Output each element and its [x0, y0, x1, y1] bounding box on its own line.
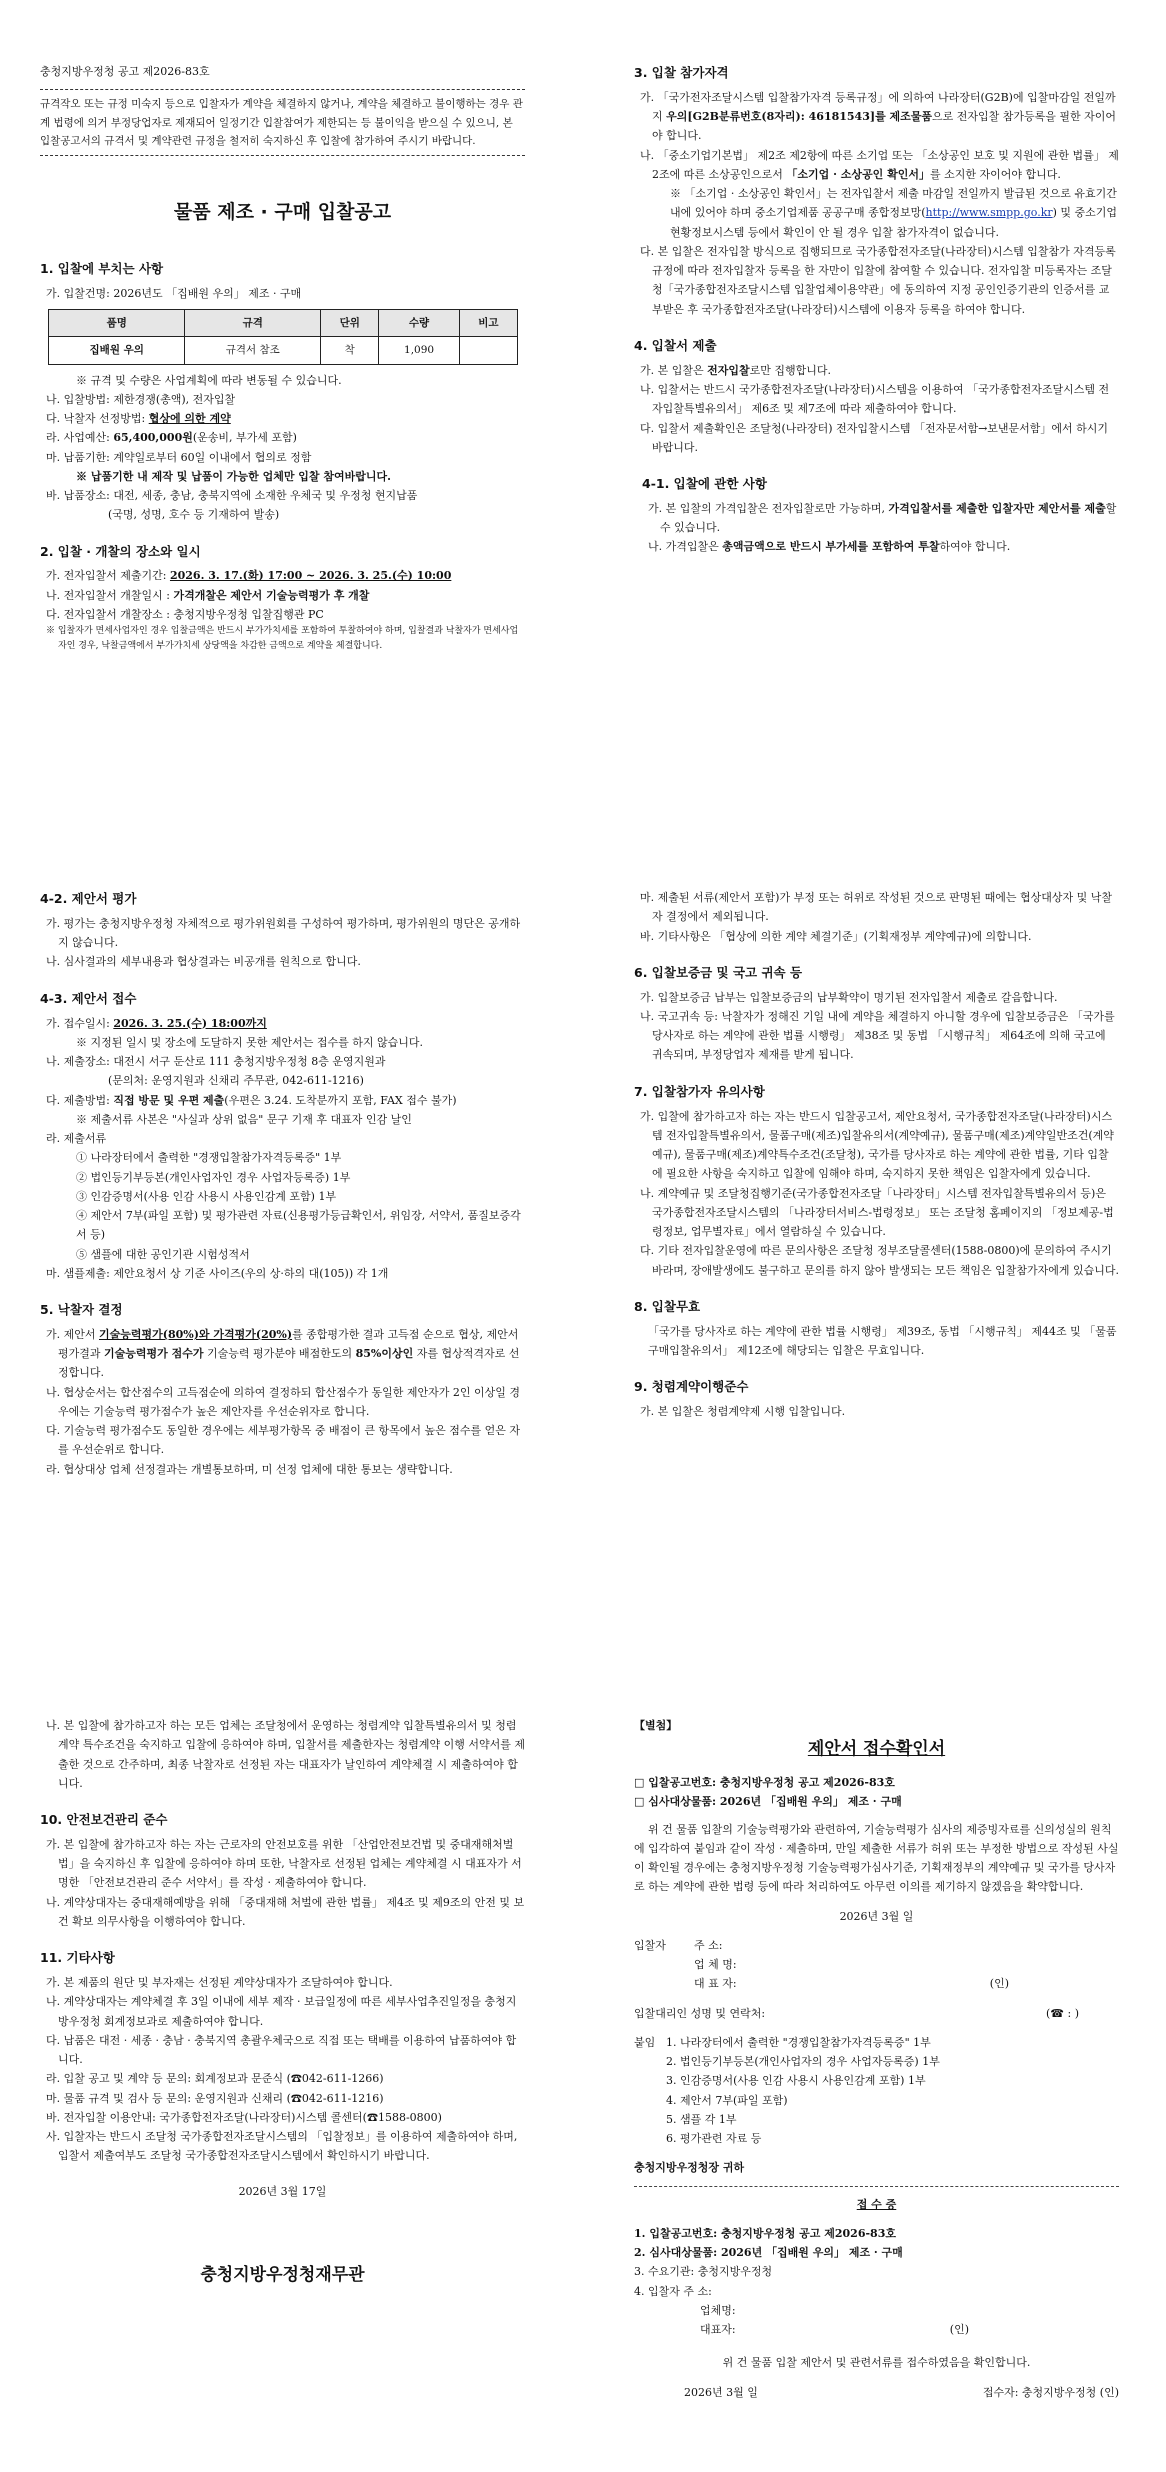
- emphasis: 기술능력평가 점수가: [104, 1347, 204, 1361]
- s7-item-na: 나. 계약예규 및 조달청집행기준(국가종합전자조달「나라장터」시스템 전자입찰특별유의서 등)은 국가종합전자조달시스템의 「나라장터서비스-법령정보」 또는 조달청 홈페이지의 「정보제공-법령정보, 업무별자료」에서 열람하실 수 있습니다.: [640, 1186, 1114, 1238]
- agent-row: [634, 2004, 1119, 2023]
- receipt-form: [634, 1716, 1119, 2402]
- list-item: ② 법인등기부등본(개인사업자인 경우 사업자등록증) 1부: [76, 1170, 351, 1184]
- list-item: 라. 입찰 공고 및 계약 등 문의: 회계정보과 문준식 (☎042-611-1266): [46, 2072, 384, 2086]
- emphasis: 우의[G2B분류번호(8자리): 46181543]를 제조물품: [666, 110, 933, 124]
- text: 로만 집행합니다.: [749, 363, 832, 377]
- emphasis: 「소기업 · 소상공인 확인서」: [786, 167, 930, 181]
- table-cell: 1,090: [379, 337, 460, 364]
- table-header: 규격: [185, 309, 321, 336]
- s5-item-ba: 바. 기타사항은 「협상에 의한 계약 체결기준」(기획재정부 계약예규)에 의합니다.: [640, 929, 1032, 943]
- emphasis: 2026. 3. 25.(수) 18:00까지: [113, 1016, 267, 1030]
- s43-note1: ※ 지정된 일시 및 장소에 도달하지 못한 제안서는 접수를 하지 않습니다.: [76, 1035, 423, 1049]
- s41-item-na: [642, 537, 1119, 556]
- section-2-title: 2. 입찰 · 개찰의 장소와 일시: [40, 543, 201, 559]
- text: ※ 「소기업 · 소상공인 확인서」는 전자입찰서 제출 마감일 전일까지 발급된 것으로 유효기간 내에 있어야 하며 중소기업제품 공공구매 종합정보망(: [670, 187, 1117, 220]
- section-5: [40, 1299, 525, 1479]
- notice-warning: 규격작오 또는 규정 미숙지 등으로 입찰자가 계약을 체결하지 않거나, 계약을 체결하고 불이행하는 경우 관계 법령에 의거 부정당업자로 제재되어 일정기간 입찰참여가 제한되는 등 불이익을 받으실 수 있으니, 본 입찰공고서의 규격서 및 계약관련 규정을 철저히 숙지하신 후 입찰에 참가하여 주시기 바랍니다.: [40, 89, 525, 156]
- s43-item-na: 나. 제출장소: 대전시 서구 둔산로 111 충청지방우정청 8층 운영지원과: [46, 1055, 386, 1068]
- s9-item-na: 나. 본 입찰에 참가하고자 하는 모든 업체는 조달청에서 운영하는 청렴계약 입찰특별유의서 및 청렴계약 특수조건을 숙지하고 입찰에 응하여야 하며, 입찰서를 제출한자는 청렴계약 이행 서약서를 제출한 것으로 간주하며, 최종 낙찰자로 선정된 자는 대표자가 날인하여 계약체결 시 제출하여야 합니다.: [46, 1719, 525, 1790]
- table-cell: [459, 337, 517, 364]
- form-date: 2026년 3월 일: [839, 1909, 914, 1923]
- table-row: [49, 337, 518, 364]
- section-4-1-title: 4-1. 입찰에 관한 사항: [642, 476, 767, 491]
- section-10: [40, 1809, 525, 1931]
- list-item: ① 나라장터에서 출력한 "경쟁입찰참가자격등록증" 1부: [76, 1151, 342, 1165]
- section-3: [634, 62, 1119, 319]
- text: 다. 낙찰자 선정방법:: [46, 412, 149, 425]
- receipt-confirm: 위 건 물품 입찰 제안서 및 관련서류를 접수하였음을 확인합니다.: [722, 2356, 1031, 2370]
- text: 가. 「국가전자조달시스템 입찰참가자격 등록규정」에 의하여 나라장터(G2B)에 입찰마감일 전일까지: [640, 90, 1116, 124]
- table-cell: 규격서 참조: [185, 337, 321, 364]
- s4-item-ga: [634, 361, 1119, 380]
- section-4: [634, 335, 1119, 457]
- section-4-3-title: 4-3. 제안서 접수: [40, 990, 137, 1006]
- section-11: [40, 1947, 525, 2165]
- receipt-line1: 1. 입찰공고번호: 충청지방우정청 공고 제2026-83호: [634, 2226, 896, 2240]
- bidder-address-field[interactable]: 주 소:: [694, 1938, 723, 1952]
- list-item: 다. 납품은 대전 · 세종 · 충남 · 충북지역 총괄우체국으로 직접 또는 택배를 이용하여 납품하여야 합니다.: [46, 2033, 517, 2066]
- list-item: 2. 법인등기부등본(개인사업자의 경우 사업자등록증) 1부: [666, 2055, 940, 2068]
- section-10-title: 10. 안전보건관리 준수: [40, 1812, 168, 1827]
- text: 를 소지한 자이어야 합니다.: [929, 167, 1061, 181]
- s5-item-na: 나. 협상순서는 합산점수의 고득점순에 의하여 결정하되 합산점수가 동일한 제안자가 2인 이상일 경우에는 기술능력 평가점수가 높은 제안자를 우선순위자로 합니다.: [46, 1385, 520, 1418]
- list-item: ④ 제안서 7부(파일 포함) 및 평가관련 자료(신용평가등급확인서, 위임장, 서약서, 품질보증각서 등): [76, 1209, 521, 1242]
- emphasis: 85%이상인: [355, 1347, 414, 1361]
- s3-item-da: 다. 본 입찰은 전자입찰 방식으로 집행되므로 국가종합전자조달(나라장터)시스템 입찰참가 자격등록규정에 따라 전자입찰자 등록을 한 자만이 입찰에 참여할 수 있습니다. 전자입찰 미등록자는 조달청「국가종합전자조달시스템 입찰업체이용약관」에 동의하여 지정 공인인증기관의 인증서를 교부받은 후 국가종합전자조달(나라장터)시스템에 이용자 등록을 하여야 합니다.: [640, 244, 1116, 316]
- s1-item-da: [40, 409, 525, 428]
- table-cell: 집배원 우의: [49, 337, 185, 364]
- receipt-line3: 3. 수요기관: 충청지방우정청: [634, 2265, 773, 2279]
- attach-list: [666, 2033, 1119, 2149]
- page2-left-column: [40, 888, 525, 1495]
- section-6: [634, 962, 1119, 1065]
- s1-item-ma: 마. 납품기한: 계약일로부터 60일 이내에서 협의로 정함: [46, 450, 312, 464]
- page3-left-column: [40, 1716, 525, 2308]
- notice-date: 2026년 3월 17일: [238, 2184, 327, 2198]
- attach-block: [634, 2033, 1119, 2149]
- s9-item-ga: 가. 본 입찰은 청렴계약제 시행 입찰입니다.: [640, 1405, 846, 1418]
- text: 기술능력 평가분야 배점한도의: [203, 1347, 356, 1361]
- s3-note: [634, 184, 1119, 242]
- section-6-title: 6. 입찰보증금 및 국고 귀속 등: [634, 964, 803, 980]
- list-item: 1. 나라장터에서 출력한 "경쟁입찰참가자격등록증" 1부: [666, 2035, 931, 2049]
- receipt-date: 2026년 3월 일: [684, 2385, 758, 2399]
- agent-phone-field[interactable]: (☎ : ): [1046, 2006, 1079, 2020]
- page2-right-column: [634, 888, 1119, 1437]
- emphasis: 65,400,000원: [113, 431, 193, 445]
- s1-item-ba2: (국명, 성명, 호수 등 기재하여 발송): [108, 508, 280, 522]
- item-table-header: [49, 309, 518, 336]
- section-11-title: 11. 기타사항: [40, 1950, 115, 1966]
- section-3-title: 3. 입찰 참가자격: [634, 65, 729, 80]
- s5-item-ga: [40, 1325, 525, 1383]
- s7-item-da: 다. 기타 전자입찰운영에 따른 문의사항은 조달청 정부조달콜센터(1588-0800)에 문의하여 주시기 바라며, 장애발생에도 불구하고 문의를 하지 않아 발생되는 모든 책임은 입찰참가자에게 있습니다.: [640, 1244, 1119, 1277]
- emphasis: 직접 방문 및 우편 제출: [113, 1093, 225, 1107]
- text: 할 수 있습니다.: [660, 501, 1117, 535]
- receipt-company-field[interactable]: 업체명:: [700, 2303, 736, 2317]
- s43-item-na2: (문의처: 운영지원과 신채리 주무관, 042-611-1216): [108, 1074, 364, 1088]
- form-body: 위 건 물품 입찰의 기술능력평가와 관련하여, 기술능력평가 심사의 제증빙자료를 신의성실의 원칙에 입각하여 붙임과 같이 작성 · 제출하며, 만일 제출한 서류가 허위 또는 부정한 방법으로 작성된 사실이 확인될 경우에는 충청지방우정청 기술능력평가심사기준, 기획재정부의 계약예규 및 국가를 당사자로 하는 계약에 관한 법령 등에 따라 처리하여도 아무런 이의를 제기하지 않겠음을 확약합니다.: [634, 1822, 1119, 1894]
- s1-item-ra: [40, 428, 525, 447]
- list-item: 3. 인감증명서(사용 인감 사용시 사용인감계 포함) 1부: [666, 2074, 926, 2088]
- s6-item-ga: 가. 입찰보증금 납부는 입찰보증금의 납부확약이 명기된 전자입찰서 제출로 갈음합니다.: [640, 990, 1058, 1004]
- cut-line: [634, 2186, 1119, 2187]
- section-1: [40, 258, 525, 525]
- form-tag: 【별첨】: [634, 1719, 678, 1732]
- emphasis: 가격입찰서를 제출한 입찰자만 제안서를 제출: [888, 501, 1106, 515]
- section-9: [634, 1376, 1119, 1421]
- section-8-title: 8. 입찰무효: [634, 1298, 701, 1314]
- emphasis: 가격개찰은 제안서 기술능력평가 후 개찰: [173, 588, 370, 602]
- bidder-label: 입찰자: [634, 1938, 666, 1952]
- bidder-rep-row: [634, 1974, 1119, 1993]
- text: 를 종합평가한 결과 고득점 순으로 협상, 제안서 평가결과: [58, 1327, 519, 1361]
- list-item: ③ 인감증명서(사용 인감 사용시 사용인감계 포함) 1부: [76, 1189, 337, 1203]
- section-7: [634, 1081, 1119, 1280]
- list-item: ⑤ 샘플에 대한 공인기관 시험성적서: [76, 1247, 250, 1261]
- text: 으로 전자입찰 참가등록을 필한 자이어야 합니다.: [652, 110, 1117, 143]
- spacer: [634, 1974, 694, 1993]
- text: 가. 접수일시:: [46, 1016, 114, 1030]
- text: 가. 제안서: [46, 1327, 99, 1341]
- emphasis: 2026. 3. 17.(화) 17:00 ~ 2026. 3. 25.(수) 10:00: [169, 569, 452, 583]
- emphasis: 전자입찰: [707, 363, 750, 377]
- smpp-link[interactable]: http://www.smpp.go.kr: [925, 206, 1053, 220]
- s10-item-ga: 가. 본 입찰에 참가하고자 하는 자는 근로자의 안전보호를 위한 「산업안전보건법 및 중대재해처벌법」을 숙지하신 후 입찰에 응하여야 하며 또한, 낙찰자로 선정된 업체는 계약체결 시 대표자가 서명한 「안전보건관리 준수 서약서」를 작성 · 제출하여야 합니다.: [46, 1837, 522, 1890]
- table-header: 비고: [459, 309, 517, 336]
- s4-item-na: 나. 입찰서는 반드시 국가종합전자조달(나라장터)시스템을 이용하여 「국가종합전자조달시스템 전자입찰특별유의서」 제6조 및 제7조에 따라 제출하여야 합니다.: [640, 383, 1110, 416]
- emphasis: 협상에 의한 계약: [148, 412, 231, 425]
- s5-item-ra: 라. 협상대상 업체 선정결과는 개별통보하며, 미 선정 업체에 대한 통보는 생략합니다.: [46, 1462, 453, 1476]
- spacer: [634, 1955, 694, 1974]
- s3-item-ga: [634, 88, 1119, 146]
- section-4-title: 4. 입찰서 제출: [634, 337, 717, 353]
- seal-mark: (인): [949, 2323, 969, 2336]
- bidder-address-row: [634, 1936, 1119, 1955]
- text: (우편은 3.24. 도착분까지 포함, FAX 접수 불가): [224, 1093, 457, 1107]
- emphasis: 기술능력평가(80%)와 가격평가(20%): [99, 1327, 293, 1341]
- s41-item-ga: [642, 499, 1119, 538]
- list-item: 사. 입찰자는 반드시 조달청 국가종합전자조달시스템의 「입찰정보」를 이용하여 제출하여야 하며, 입찰서 제출여부도 조달청 국가종합전자조달시스템에서 확인하시기 바랍니다.: [46, 2130, 518, 2163]
- section-8: [634, 1296, 1119, 1360]
- s1-item-ga: 가. 입찰건명: 2026년도 「집배원 우의」 제조 · 구매: [46, 286, 302, 300]
- receipt-line4: 4. 입찰자 주 소:: [634, 2284, 712, 2298]
- list-item: 4. 제안서 7부(파일 포함): [666, 2093, 788, 2107]
- s1-note2: ※ 납품기한 내 제작 및 납품이 가능한 업체만 입찰 참여바랍니다.: [76, 469, 391, 483]
- table-header: 단위: [321, 309, 379, 336]
- issuer-signature: 충청지방우정청재무관: [200, 2264, 365, 2285]
- form-title: 제안서 접수확인서: [807, 1739, 946, 1760]
- s2-item-na: [40, 586, 525, 605]
- s43-note2: ※ 제출서류 사본은 "사실과 상위 없음" 문구 기재 후 대표자 인감 날인: [76, 1112, 412, 1126]
- receipt-rep-row: [634, 2320, 1119, 2339]
- s2-item-ga: [40, 566, 525, 585]
- list-item: 6. 평가관련 자료 등: [666, 2132, 762, 2145]
- s1-note1: ※ 규격 및 수량은 사업계획에 따라 변동될 수 있습니다.: [76, 373, 342, 387]
- s2-note: ※ 입찰자가 면세사업자인 경우 입찰금액은 반드시 부가가치세를 포함하여 투찰하여야 하며, 입찰결과 낙찰자가 면세사업자인 경우, 낙찰금액에서 부가가치세 상당액을 차감한 금액으로 계약을 체결합니다.: [46, 626, 519, 651]
- bidder-company-field[interactable]: 업 체 명:: [694, 1958, 737, 1971]
- s7-item-ga: 가. 입찰에 참가하고자 하는 자는 반드시 입찰공고서, 제안요청서, 국가종합전자조달(나라장터)시스템 전자입찰특별유의서, 물품구매(제조)입찰유의서(계약예규), 물품구매(제조)계약일반조건(계약예규), 물품구매(제조)계약특수조건(조달청), 국가를 당사자로 하는 계약에 관한 법률, 기타 입찰에 필요한 사항을 숙지하고 입찰에 임해야 하며, 숙지하지 못한 책임은 입찰자에게 있습니다.: [640, 1109, 1114, 1181]
- s5-item-da: 다. 기술능력 평가점수도 동일한 경우에는 세부평가항목 중 배점이 큰 항목에서 높은 점수를 얻은 자를 우선순위로 합니다.: [46, 1424, 520, 1457]
- text: 자를 협상적격자로 선정합니다.: [58, 1347, 520, 1380]
- s3-item-na: [634, 146, 1119, 185]
- s1-item-na: 나. 입찰방법: 제한경쟁(총액), 전자입찰: [46, 392, 236, 406]
- text: (운송비, 부가세 포함): [192, 431, 297, 445]
- s43-item-ma: 마. 샘플제출: 제안요청서 상 기준 사이즈(우의 상·하의 대(105)) 각 1개: [46, 1266, 389, 1280]
- text: 나. 전자입찰서 개찰일시 :: [46, 588, 174, 602]
- s43-item-ra: 라. 제출서류: [46, 1132, 107, 1145]
- s42-item-na: 나. 심사결과의 세부내용과 협상결과는 비공개를 원칙으로 합니다.: [46, 955, 361, 969]
- emphasis: 총액금액으로 반드시 부가세를 포함하여 투찰: [722, 540, 940, 554]
- text: 가. 전자입찰서 제출기간:: [46, 569, 170, 583]
- s8-text: 「국가를 당사자로 하는 계약에 관한 법률 시행령」 제39조, 동법 「시행규칙」 제44조 및 「물품구매입찰유의서」 제12조에 해당되는 입찰은 무효입니다.: [648, 1324, 1117, 1357]
- section-5-cont: [634, 888, 1119, 946]
- s5-item-ma: 마. 제출된 서류(제안서 포함)가 부정 또는 허위로 작성된 것으로 판명된 때에는 협상대상자 및 낙찰자 결정에서 제외됩니다.: [640, 891, 1112, 924]
- text: 가. 본 입찰의 가격입찰은 전자입찰로만 가능하며,: [648, 501, 889, 515]
- receipt-signer: 접수자: 충청지방우정청 (인): [982, 2385, 1119, 2399]
- section-4-1: [634, 473, 1119, 557]
- list-item: 가. 본 제품의 원단 및 부자재는 선정된 계약상대자가 조달하여야 합니다.: [46, 1976, 393, 1989]
- receipt-line2: 2. 심사대상물품: 2026년 「집배원 우의」 제조 · 구매: [634, 2246, 903, 2259]
- s42-item-ga: 가. 평가는 충청지방우정청 자체적으로 평가위원회를 구성하여 평가하며, 평가위원의 명단은 공개하지 않습니다.: [46, 916, 521, 950]
- section-4-2: [40, 888, 525, 972]
- receipt-title: 접 수 증: [856, 2197, 897, 2211]
- notice-number: 충청지방우정청 공고 제2026-83호: [40, 65, 210, 78]
- item-table: [48, 309, 518, 365]
- section-1-title: 1. 입찰에 부치는 사항: [40, 260, 164, 276]
- text: 나. 「중소기업기본법」 제2조 제2항에 따른 소기업 또는 「소상공인 보호 및 지원에 관한 법률」 제2조에 따른 소상공인으로서: [640, 148, 1119, 181]
- text: ) 및 중소기업현황정보시스템 등에서 확인이 안 될 경우 입찰 참가자격이 없습니다.: [670, 206, 1118, 239]
- s43-item-da: [40, 1091, 525, 1110]
- text: 라. 사업예산:: [46, 431, 114, 445]
- list-item: 나. 계약상대자는 계약체결 후 3일 이내에 세부 제작 · 보급일정에 따른 세부사업추진일정을 충청지방우정청 회계정보과로 제출하여야 합니다.: [46, 1995, 517, 2028]
- s43-item-ga: [40, 1014, 525, 1033]
- page1-left-column: [40, 62, 525, 669]
- list-item: 마. 물품 규격 및 검사 등 문의: 운영지원과 신채리 (☎042-611-1216): [46, 2091, 384, 2105]
- s1-item-ba: 바. 납품장소: 대전, 세종, 충남, 충북지역에 소재한 우체국 및 우정청 현지납품: [46, 489, 418, 502]
- section-9-title: 9. 청렴계약이행준수: [634, 1379, 749, 1395]
- bidder-rep-field[interactable]: 대 표 자:: [694, 1977, 737, 1991]
- bidder-block: [634, 1936, 1119, 1994]
- text: 나. 가격입찰은: [648, 540, 723, 554]
- list-item: 바. 전자입찰 이용안내: 국가종합전자조달(나라장터)시스템 콜센터(☎1588-0800): [46, 2110, 442, 2124]
- s10-item-na: 나. 계약상대자는 중대재해예방을 위해 「중대재해 처벌에 관한 법률」 제4조 및 제9조의 안전 및 보건 확보 의무사항을 이행하여야 합니다.: [46, 1895, 525, 1928]
- section-2: [40, 541, 525, 653]
- section-7-title: 7. 입찰참가자 유의사항: [634, 1083, 765, 1099]
- s2-item-da: 다. 전자입찰서 개찰장소 : 충청지방우정청 입찰집행관 PC: [46, 607, 324, 621]
- list-item: 5. 샘플 각 1부: [666, 2112, 737, 2126]
- text: 하여야 합니다.: [939, 540, 1011, 554]
- table-header: 수량: [379, 309, 460, 336]
- section-4-2-title: 4-2. 제안서 평가: [40, 891, 137, 906]
- text: 다. 제출방법:: [46, 1093, 114, 1107]
- section-4-3: [40, 988, 525, 1283]
- form-to: 충청지방우정청장 귀하: [634, 2161, 745, 2175]
- page1-right-column: [634, 62, 1119, 573]
- agent-label: 입찰대리인 성명 및 연락처:: [634, 2006, 766, 2020]
- section-9-cont: [40, 1716, 525, 1793]
- table-cell: 착: [321, 337, 379, 364]
- bidder-company-row: [634, 1955, 1119, 1974]
- form-line1: □ 입찰공고번호: 충청지방우정청 공고 제2026-83호: [634, 1776, 895, 1789]
- text: 가. 본 입찰은: [640, 363, 708, 377]
- section-5-title: 5. 낙찰자 결정: [40, 1302, 123, 1317]
- main-title: 물품 제조 · 구매 입찰공고: [173, 201, 392, 224]
- s4-item-da: 다. 입찰서 제출확인은 조달청(나라장터) 전자입찰시스템 「전자문서함→보낸문서함」에서 하시기 바랍니다.: [640, 421, 1109, 454]
- table-header: 품명: [49, 309, 185, 336]
- receipt-rep-field[interactable]: 대표자:: [700, 2323, 736, 2336]
- s6-item-na: 나. 국고귀속 등: 낙찰자가 정해진 기일 내에 계약을 체결하지 아니할 경우에 입찰보증금은 「국가를 당사자로 하는 계약에 관한 법률 시행령」 제38조 및 동법 「시행규칙」 제64조에 의해 국고에 귀속되며, 부정당업자 제재를 받게 됩니다.: [640, 1009, 1115, 1062]
- seal-mark: (인): [989, 1977, 1009, 1991]
- receipt-footer: [634, 2383, 1119, 2402]
- attach-label: 붙임: [634, 2035, 656, 2049]
- form-line2: □ 심사대상물품: 2026년 「집배원 우의」 제조 · 구매: [634, 1795, 902, 1809]
